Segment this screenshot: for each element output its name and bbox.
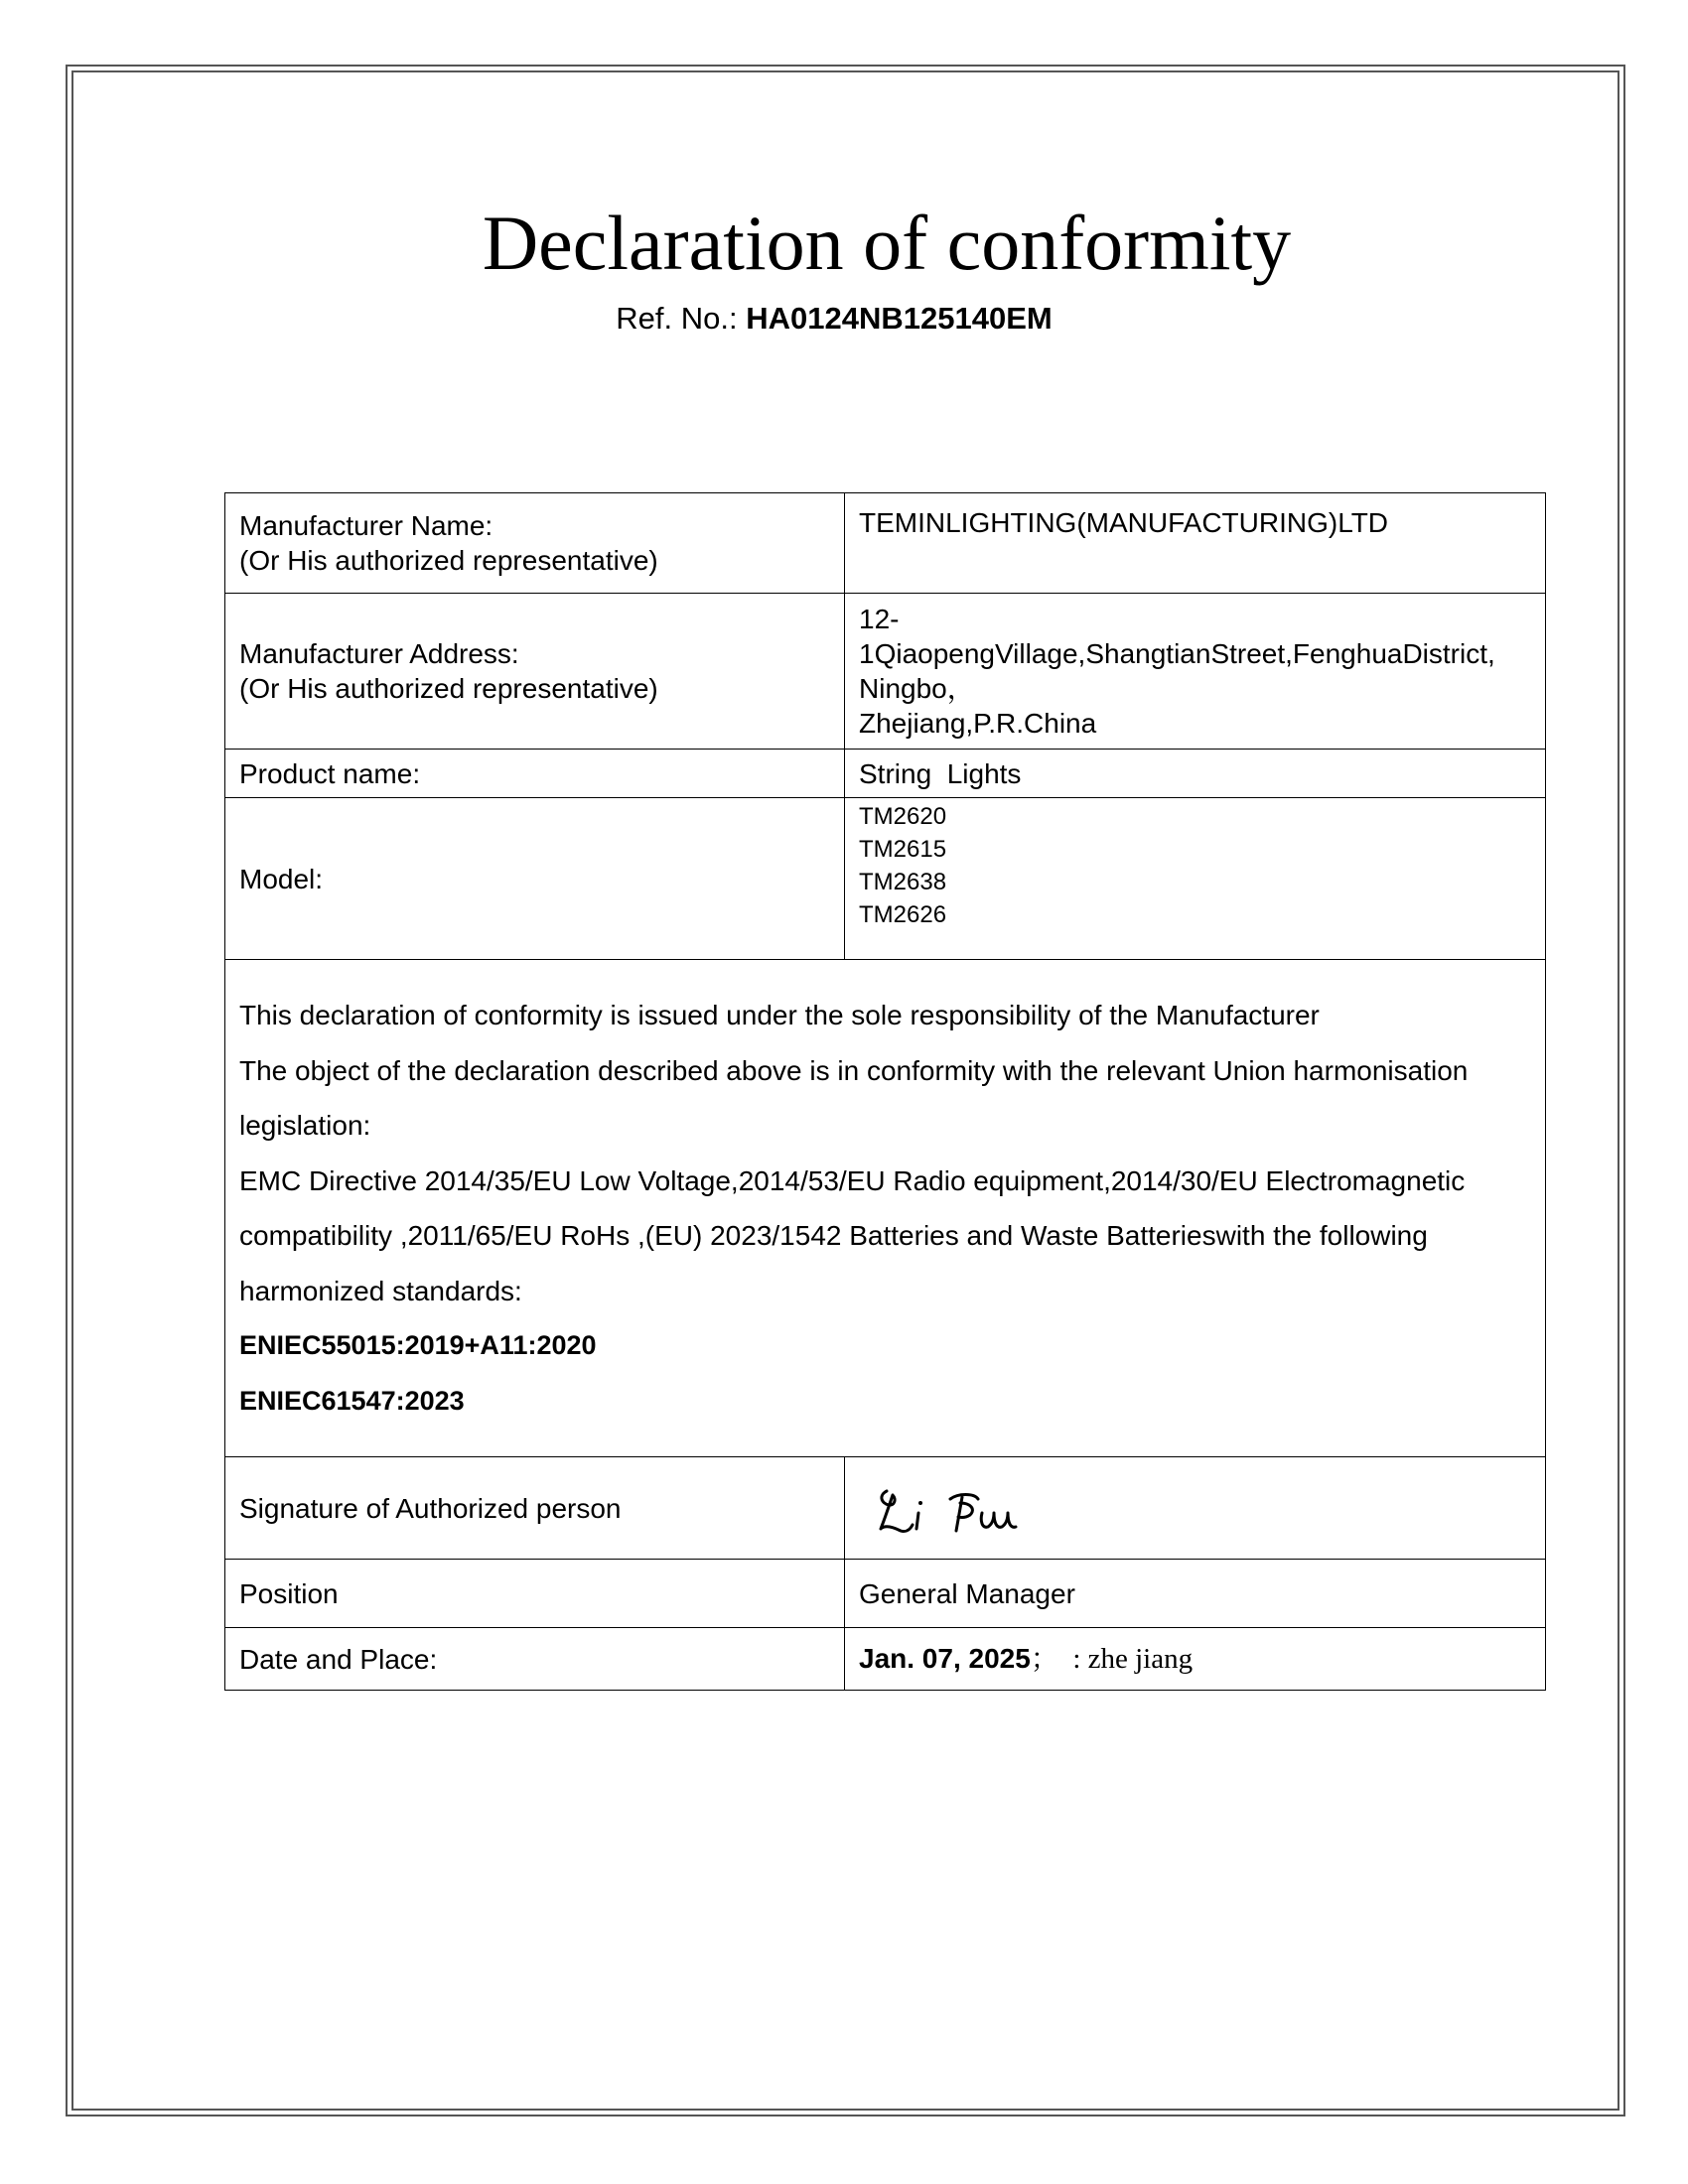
harmonized-standard: ENIEC55015:2019+A11:2020 (239, 1330, 597, 1360)
reference-label: Ref. No.: (616, 301, 747, 336)
position-row (225, 1560, 1546, 1628)
manufacturer-name-sublabel: (Or His authorized representative) (239, 545, 658, 576)
reference-number: HA0124NB125140EM (746, 301, 1053, 336)
product-name-row (225, 750, 1546, 798)
manufacturer-address-row (225, 594, 1546, 750)
reference-line (0, 301, 1668, 337)
date-separator: ； (1030, 1643, 1058, 1674)
model-value: TM2615 (859, 836, 947, 863)
model-value: TM2638 (859, 869, 947, 895)
harmonized-standard: ENIEC61547:2023 (239, 1385, 465, 1416)
signature-row (225, 1457, 1546, 1560)
signature-label: Signature of Authorized person (225, 1457, 845, 1560)
model-label: Model: (225, 798, 845, 960)
manufacturer-address-sublabel: (Or His authorized representative) (239, 673, 658, 704)
address-line: 12- (859, 604, 900, 634)
manufacturer-address-label-cell (225, 594, 845, 750)
date-place-row (225, 1628, 1546, 1691)
manufacturer-name-row (225, 493, 1546, 594)
model-value: TM2620 (859, 803, 947, 830)
model-value: TM2626 (859, 901, 947, 928)
date-place-label: Date and Place: (225, 1628, 845, 1691)
handwritten-signature (867, 1473, 1046, 1543)
address-line: Ningbo， (859, 673, 975, 704)
declaration-text-row (225, 960, 1546, 1457)
declaration-line: compatibility ,2011/65/EU RoHs ,(EU) 2023/1542 Batteries and Waste Batterieswith the following (239, 1220, 1428, 1251)
manufacturer-name-value: TEMINLIGHTING(MANUFACTURING)LTD (845, 493, 1546, 594)
declaration-line: legislation: (239, 1110, 371, 1141)
manufacturer-name-label-cell (225, 493, 845, 594)
place-value: : zhe jiang (1057, 1643, 1194, 1675)
manufacturer-address-value-cell (845, 594, 1546, 750)
declaration-line: The object of the declaration described above is in conformity with the relevant Union harmonisation (239, 1054, 1469, 1086)
product-name-value: String Lights (845, 750, 1546, 798)
model-values-cell (845, 798, 1546, 960)
manufacturer-name-label: Manufacturer Name: (239, 510, 493, 541)
date-value: Jan. 07, 2025 (859, 1643, 1031, 1674)
declaration-table (224, 492, 1546, 1691)
date-place-value-cell (845, 1628, 1546, 1691)
model-row (225, 798, 1546, 960)
declaration-line: This declaration of conformity is issued under the sole responsibility of the Manufacturer (239, 1000, 1320, 1030)
product-name-label: Product name: (225, 750, 845, 798)
manufacturer-address-label: Manufacturer Address: (239, 638, 519, 669)
declaration-line: EMC Directive 2014/35/EU Low Voltage,2014/53/EU Radio equipment,2014/30/EU Electromagnetic (239, 1164, 1466, 1196)
position-value: General Manager (845, 1560, 1546, 1628)
address-line: 1QiaopengVillage,ShangtianStreet,FenghuaDistrict, (859, 638, 1495, 669)
document-title: Declaration of conformity (482, 200, 1292, 286)
declaration-line: harmonized standards: (239, 1275, 522, 1306)
address-line: Zhejiang,P.R.China (859, 708, 1097, 739)
position-label: Position (225, 1560, 845, 1628)
signature-cell (845, 1457, 1546, 1560)
declaration-text-cell (225, 960, 1546, 1457)
